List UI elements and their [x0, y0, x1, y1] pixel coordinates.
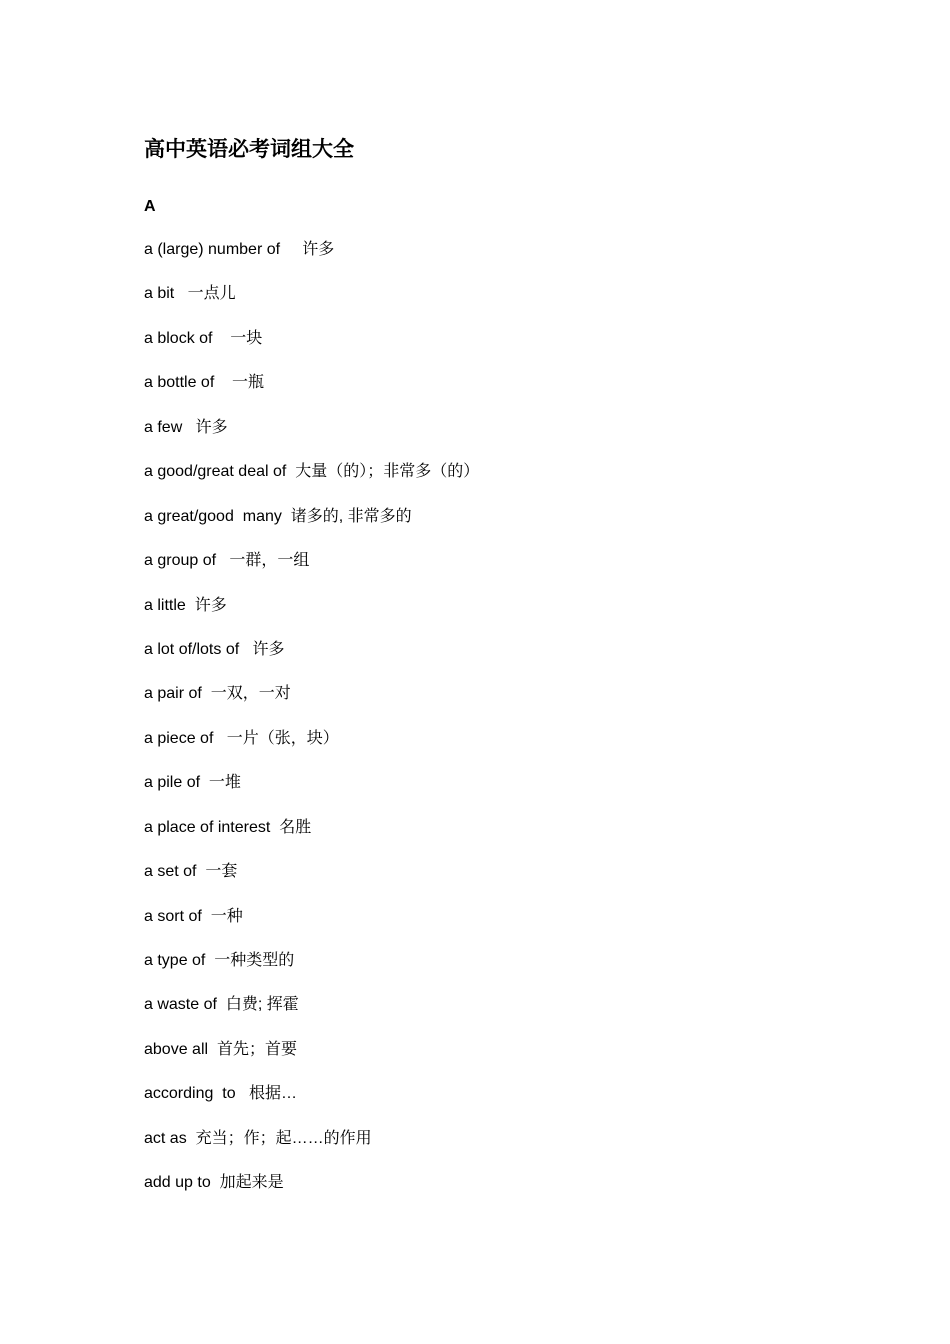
phrase-entry: a bottle of 一瓶 — [144, 374, 265, 392]
phrase-entry: a little 许多 — [144, 596, 227, 614]
phrase-entry: a few 许多 — [144, 418, 228, 436]
phrase-entry: a group of 一群，一组 — [144, 552, 310, 570]
phrase-entry: a piece of 一片（张，块） — [144, 729, 339, 747]
phrase-entry: a waste of 白费; 挥霍 — [144, 996, 299, 1014]
phrase-entry: add up to 加起来是 — [144, 1174, 284, 1192]
phrase-entry: a pile of 一堆 — [144, 774, 241, 792]
section-heading: A — [144, 198, 156, 215]
phrase-entry: a bit 一点儿 — [144, 285, 236, 303]
phrase-entry: a great/good many 诸多的, 非常多的 — [144, 507, 412, 525]
phrase-entry: a sort of 一种 — [144, 907, 243, 925]
phrase-entry: a type of 一种类型的 — [144, 952, 295, 969]
document-title: 高中英语必考词组大全 — [144, 138, 354, 161]
phrase-entry: according to 根据… — [144, 1085, 297, 1103]
phrase-entry: above all 首先；首要 — [144, 1040, 297, 1058]
phrase-entry: act as 充当；作；起……的作用 — [144, 1129, 372, 1147]
phrase-entry: a pair of 一双，一对 — [144, 685, 291, 703]
phrase-entry: a (large) number of 许多 — [144, 241, 335, 258]
phrase-entry: a good/great deal of 大量（的）；非常多（的） — [144, 463, 480, 481]
phrase-entry: a lot of/lots of 许多 — [144, 640, 285, 658]
phrase-entry: a place of interest 名胜 — [144, 818, 312, 836]
phrase-entry: a set of 一套 — [144, 863, 238, 881]
phrase-entry: a block of 一块 — [144, 329, 263, 347]
phrase-list — [144, 239, 479, 1217]
